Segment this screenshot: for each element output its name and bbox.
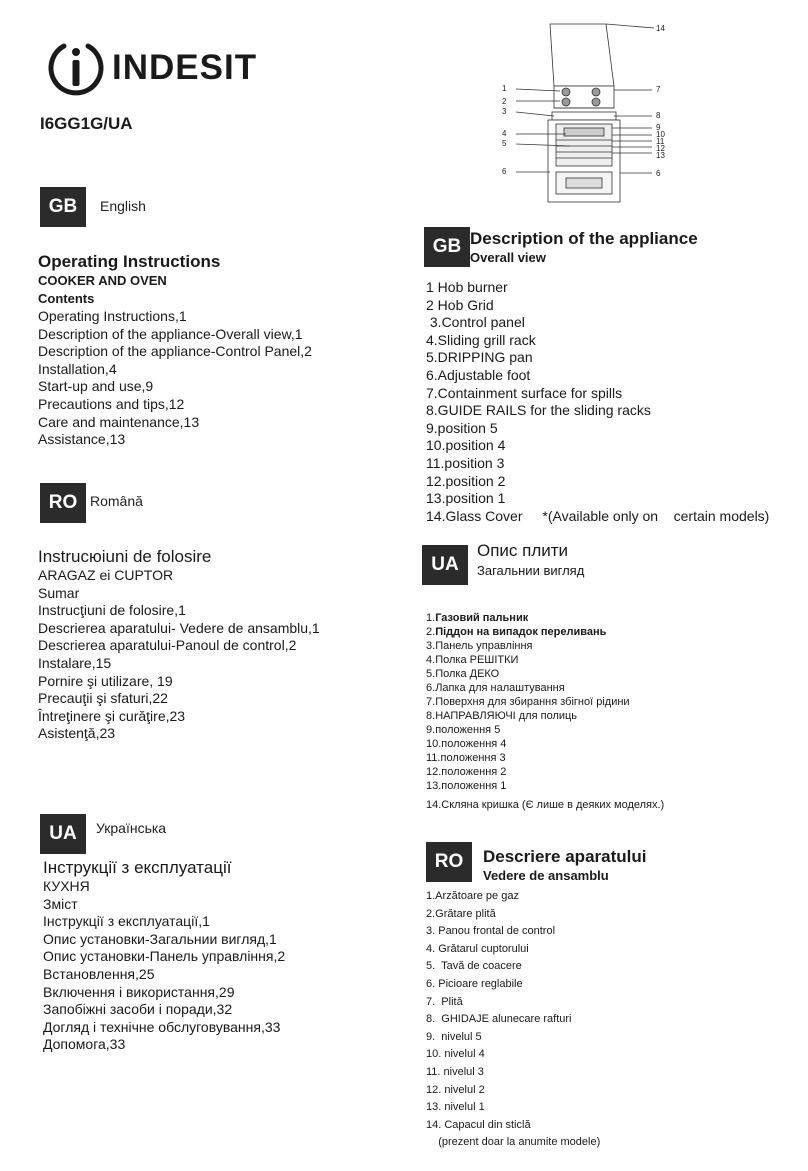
ua-title: Інструкції з експлуатації — [43, 858, 232, 877]
desc-ua-item-text: Панель управління — [435, 640, 533, 652]
desc-ro-item: (prezent doar la anumite modele) — [426, 1136, 601, 1149]
ua-contents-label: Зміст — [43, 895, 78, 912]
ua-badge: UA — [40, 814, 86, 854]
callout-label: 1 — [502, 84, 507, 93]
desc-gb-item: 13.position 1 — [426, 490, 506, 507]
callout-label: 3 — [502, 107, 507, 116]
callout-label: 10 — [656, 130, 665, 139]
gb-contents-item: Precautions and tips,12 — [38, 395, 185, 412]
gb-contents-item: Description of the appliance-Overall view,1 — [38, 325, 303, 342]
desc-gb-item: 4.Sliding grill rack — [426, 331, 536, 348]
ro-contents-item: Pornire şi utilizare, 19 — [38, 672, 173, 689]
desc-ua-item-text: положення 4 — [441, 738, 507, 750]
desc-ua-item — [426, 681, 664, 695]
burner-shape — [562, 88, 570, 96]
desc-ua-item-num: 1. — [426, 612, 436, 624]
desc-ua-item-num: 12. — [426, 766, 442, 778]
desc-ro-item: 4. Grătarul cuptorului — [426, 942, 529, 955]
desc-ro-item: 12. nivelul 2 — [426, 1083, 485, 1096]
desc-ua-item-num: 13. — [426, 780, 442, 792]
ro-title: Instrucюiuni de folosire — [38, 547, 212, 566]
desc-ua-item-num: 5. — [426, 668, 436, 680]
burner-shape — [562, 98, 570, 106]
ua-contents-item: Допомога,33 — [43, 1036, 126, 1053]
desc-ro-item: 14. Capacul din sticlă — [426, 1118, 531, 1131]
desc-ua-item-text: положення 2 — [441, 766, 507, 778]
desc-ro-item: 2.Grătare plită — [426, 907, 496, 920]
desc-gb-item: 6.Adjustable foot — [426, 366, 531, 383]
ro-contents-item: Instrucţiuni de folosire,1 — [38, 602, 186, 619]
callout-label: 6 — [502, 167, 507, 176]
ua-contents-item: Включення і використання,29 — [43, 983, 235, 1000]
glass-cover-shape — [550, 24, 614, 86]
desc-ua-item — [426, 751, 664, 765]
ro-contents-item: Descrierea aparatului- Vedere de ansamblu,1 — [38, 619, 320, 636]
burner-shape — [592, 88, 600, 96]
ua-contents-item: Встановлення,25 — [43, 965, 155, 982]
desc-gb-item: 8.GUIDE RAILS for the sliding racks — [426, 402, 651, 419]
callout-label: 8 — [656, 111, 661, 120]
desc-ua-list — [426, 611, 664, 812]
desc-ua-item — [426, 639, 664, 653]
gb-contents-item: Installation,4 — [38, 360, 117, 377]
desc-ua-item — [426, 779, 664, 793]
indesit-logo-icon — [46, 38, 106, 98]
gb-subtitle: COOKER AND OVEN — [38, 273, 167, 288]
ro-badge: RO — [40, 483, 86, 523]
desc-ua-item — [426, 709, 664, 723]
desc-gb-item14: 14.Glass Cover — [426, 507, 523, 524]
gb-contents-item: Assistance,13 — [38, 431, 126, 448]
burner-shape — [592, 98, 600, 106]
desc-ua-item-text: положення 1 — [441, 780, 507, 792]
ro-language: Română — [90, 493, 143, 509]
desc-ro-item: 9. nivelul 5 — [426, 1030, 482, 1043]
desc-ro-item: 1.Arzătoare pe gaz — [426, 890, 519, 902]
callout-label: 13 — [656, 151, 665, 160]
callout-label: 11 — [656, 137, 665, 146]
ua-contents-item: Інструкції з експлуатації,1 — [43, 913, 210, 930]
callout-label: 14 — [656, 24, 665, 33]
desc-ro-item: 6. Picioare reglabile — [426, 977, 523, 990]
desc-ua-item-text: Лапка для налаштування — [435, 682, 565, 694]
desc-ua-item — [426, 737, 664, 751]
ua-contents-item: Опис установки-Загальнии вигляд,1 — [43, 930, 277, 947]
gb-language: English — [100, 198, 146, 214]
desc-ua-badge: UA — [422, 545, 468, 585]
gb-contents-item: Description of the appliance-Control Panel,2 — [38, 343, 312, 360]
ro-contents-item: Asistenţă,23 — [38, 725, 116, 742]
desc-ro-list — [426, 888, 600, 1152]
desc-ro-subtitle: Vedere de ansamblu — [483, 868, 609, 883]
desc-gb-item: 1 Hob burner — [426, 279, 508, 295]
desc-ua-item-text: положення 3 — [440, 752, 506, 764]
ua-contents-list — [43, 878, 285, 1054]
desc-ua-item — [426, 765, 664, 779]
desc-ro-item: 11. nivelul 3 — [426, 1065, 484, 1078]
desc-ro-item: 8. GHIDAJE alunecare rafturi — [426, 1013, 572, 1026]
desc-ua-item-14: 14.Скляна кришка (Є лише в деяких моделях.) — [426, 799, 665, 811]
callout-label: 7 — [656, 85, 661, 94]
gb-badge: GB — [40, 187, 86, 227]
callout-label: 5 — [502, 139, 507, 148]
desc-gb-title: Description of the appliance — [470, 229, 698, 248]
desc-ua-item — [426, 667, 664, 681]
brand-logo — [46, 38, 266, 98]
desc-ua-item-num: 2. — [426, 626, 436, 638]
desc-ua-item-text: Піддон на випадок переливань — [435, 626, 607, 638]
callout-label: 2 — [502, 97, 507, 106]
gb-title: Operating Instructions — [38, 252, 221, 271]
gb-contents-list — [38, 308, 312, 449]
desc-gb-item: 2 Hob Grid — [426, 296, 494, 313]
desc-ro-item: 13. nivelul 1 — [426, 1101, 485, 1114]
desc-ro-title: Descriere aparatului — [483, 847, 647, 866]
desc-ua-item — [426, 611, 664, 625]
desc-gb-list — [426, 279, 769, 525]
desc-ua-item — [426, 625, 664, 639]
desc-gb-item: 10.position 4 — [426, 437, 506, 454]
appliance-diagram — [496, 16, 696, 206]
gb-contents-label: Contents — [38, 291, 95, 306]
desc-ua-item — [426, 653, 664, 667]
ua-contents-item: Запобіжні засоби і поради,32 — [43, 1001, 233, 1018]
desc-gb-badge: GB — [424, 227, 470, 267]
desc-gb-item: 9.position 5 — [426, 419, 498, 436]
desc-ua-item-num: 10. — [426, 738, 442, 750]
desc-ro-item: 10. nivelul 4 — [426, 1048, 485, 1061]
desc-gb-item-14 — [426, 508, 769, 526]
ua-section — [43, 858, 285, 1054]
desc-ua-item-num: 9. — [426, 724, 436, 736]
callout-label: 9 — [656, 123, 661, 132]
desc-ua-item-text: Полка РЕШІТКИ — [435, 654, 519, 666]
desc-ro-item: 7. Plită — [426, 995, 463, 1008]
desc-ua-item-text: положення 5 — [435, 724, 501, 736]
desc-gb-item14-note: *(Available only on certain models) — [542, 507, 770, 524]
desc-ua-item-text: Полка ДЕКО — [435, 668, 500, 680]
desc-gb-item: 5.DRIPPING pan — [426, 349, 533, 366]
ro-contents-list — [38, 567, 320, 743]
ua-subtitle: КУХНЯ — [43, 878, 90, 894]
desc-ua-item — [426, 695, 664, 709]
callout-label: 6 — [656, 169, 661, 178]
desc-ua-item-text: НАПРАВЛЯЮЧІ для полиць — [435, 710, 578, 722]
callout-label: 12 — [656, 144, 665, 153]
gb-contents-item: Care and maintenance,13 — [38, 413, 200, 430]
ro-section — [38, 547, 320, 743]
gb-contents-item: Start-up and use,9 — [38, 378, 154, 395]
callout-label: 4 — [502, 129, 507, 138]
desc-gb-item: 3.Control panel — [426, 314, 525, 331]
ro-contents-item: Întreţinere şi curăţire,23 — [38, 707, 186, 724]
ro-contents-item: Precauţii şi sfaturi,22 — [38, 690, 168, 707]
gb-section — [38, 252, 312, 449]
desc-ua-title: Опис плити — [477, 541, 569, 560]
gb-contents-item: Operating Instructions,1 — [38, 308, 187, 324]
desc-ua-item-num: 8. — [426, 710, 436, 722]
ua-contents-item: Опис установки-Панель управління,2 — [43, 948, 286, 965]
desc-ua-item-num: 6. — [426, 682, 436, 694]
desc-ua-item-text: Газовий пальник — [435, 612, 529, 624]
desc-ua-item-num: 7. — [426, 696, 436, 708]
ua-language: Українська — [96, 820, 167, 836]
desc-ro-item: 3. Panou frontal de control — [426, 925, 556, 938]
desc-gb-subtitle: Overall view — [470, 250, 546, 265]
control-panel-shape — [552, 112, 616, 120]
ro-contents-item: Instalare,15 — [38, 654, 112, 671]
model-number: I6GG1G/UA — [40, 114, 133, 133]
desc-gb-item: 12.position 2 — [426, 472, 506, 489]
desc-ro-badge: RO — [426, 842, 472, 882]
desc-ro-item: 5. Tavă de coacere — [426, 960, 522, 973]
desc-ua-subtitle: Загальнии вигляд — [477, 563, 585, 578]
desc-gb-item: 7.Containment surface for spills — [426, 384, 623, 401]
ro-contents-label: Sumar — [38, 584, 80, 601]
desc-ua-item — [426, 723, 664, 737]
desc-ua-item-text: Поверхня для збирання збігної рідини — [435, 696, 630, 708]
desc-ua-item-num: 11. — [426, 752, 441, 764]
desc-gb-item: 11.position 3 — [426, 454, 505, 471]
ro-subtitle: ARAGAZ еі CUPTOR — [38, 567, 174, 583]
ro-contents-item: Descrierea aparatului-Panoul de control,2 — [38, 637, 297, 654]
desc-ua-item-num: 4. — [426, 654, 436, 666]
logo-text: INDESIT — [112, 48, 258, 87]
ua-contents-item: Догляд і технічне обслуговування,33 — [43, 1018, 281, 1035]
desc-ua-item-num: 3. — [426, 640, 436, 652]
